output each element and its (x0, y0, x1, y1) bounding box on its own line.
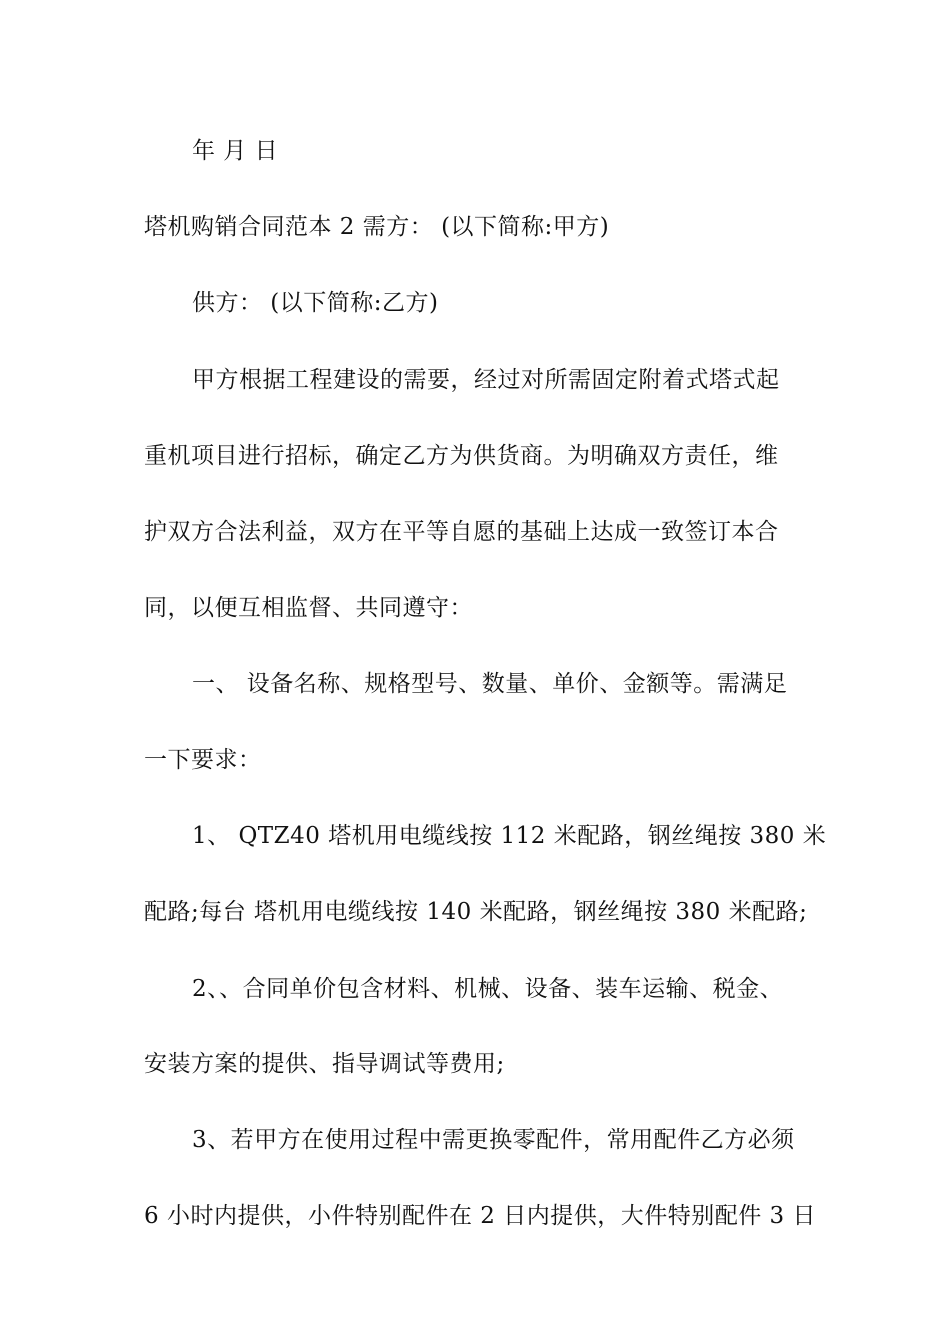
clause-line: 2、、合同单价包含材料、机械、设备、装车运输、税金、 (192, 976, 784, 1002)
clause-line: 配路;每台 塔机用电缆线按 140 米配路，钢丝绳按 380 米配路; (144, 899, 808, 925)
paragraph-line: 同，以便互相监督、共同遵守： (144, 595, 473, 621)
paragraph-line: 一下要求： (144, 747, 262, 773)
date-line: 年 月 日 (192, 138, 279, 164)
clause-line: 3、若甲方在使用过程中需更换零配件，常用配件乙方必须 (192, 1127, 795, 1153)
section-heading-line: 一、 设备名称、规格型号、数量、单价、金额等。需满足 (192, 671, 788, 697)
supplier-line: 供方： (以下简称:乙方) (192, 290, 439, 316)
clause-line: 6 小时内提供，小件特别配件在 2 日内提供，大件特别配件 3 日 (144, 1203, 816, 1229)
contract-title-line: 塔机购销合同范本 2 需方： (以下简称:甲方) (144, 214, 610, 240)
clause-line: 1、 QTZ40 塔机用电缆线按 112 米配路，钢丝绳按 380 米 (192, 823, 827, 849)
paragraph-line: 重机项目进行招标，确定乙方为供货商。为明确双方责任，维 (144, 443, 779, 469)
paragraph-line: 护双方合法利益，双方在平等自愿的基础上达成一致签订本合 (144, 519, 779, 545)
clause-line: 安装方案的提供、指导调试等费用; (144, 1051, 505, 1077)
paragraph-line: 甲方根据工程建设的需要，经过对所需固定附着式塔式起 (192, 367, 780, 393)
